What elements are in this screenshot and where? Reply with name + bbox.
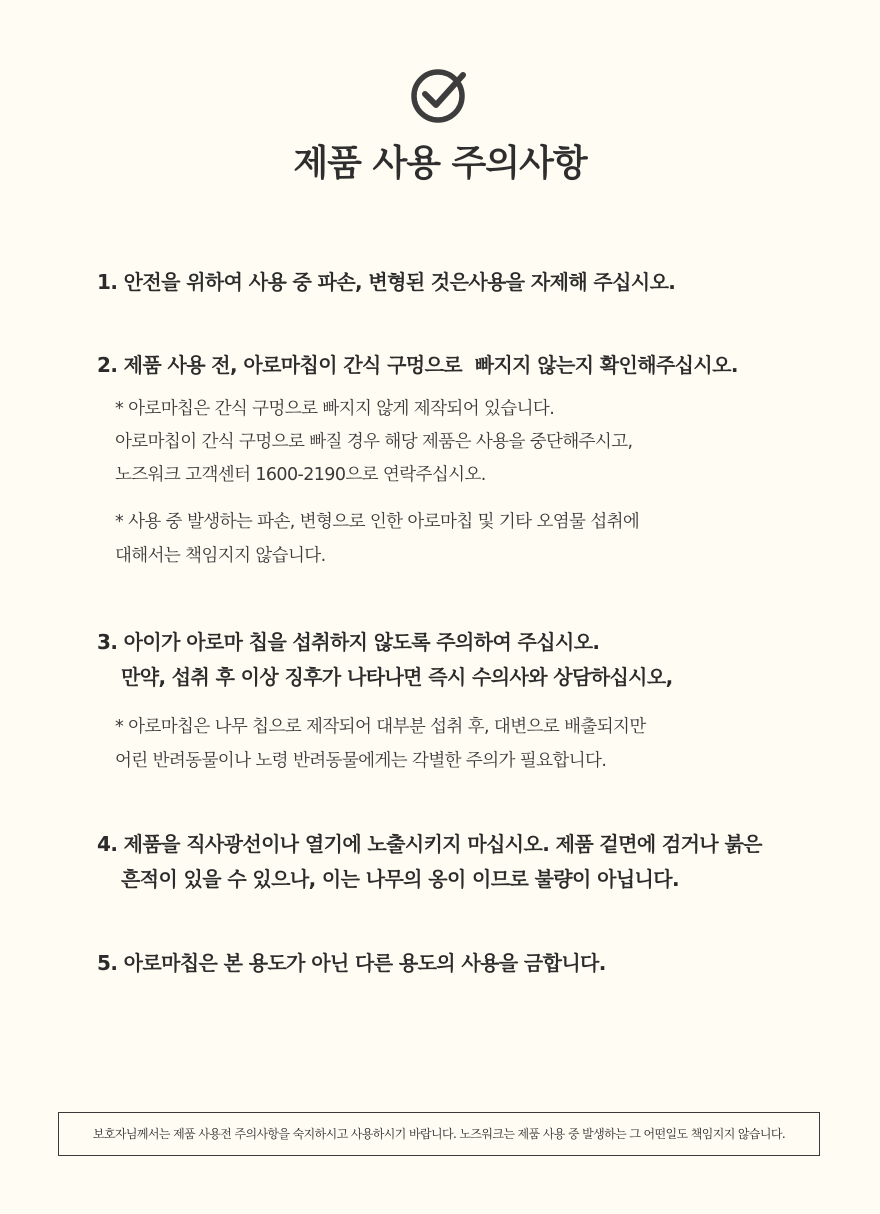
item-1-heading: 1. 안전을 위하여 사용 중 파손, 변형된 것은사용을 자제해 주십시오. — [97, 270, 676, 294]
page-title: 제품 사용 주의사항 — [293, 143, 587, 184]
item-2-note-1-line-1: * 아로마칩은 간식 구멍으로 빠지지 않게 제작되어 있습니다. — [115, 399, 555, 419]
footer-notice: 보호자님께서는 제품 사용전 주의사항을 숙지하시고 사용하시기 바랍니다. 노즈워크는 제품 사용 중 발생하는 그 어떤일도 책임지지 않습니다. — [58, 1112, 820, 1156]
item-3-note-line-2: 어린 반려동물이나 노령 반려동물에게는 각별한 주의가 필요합니다. — [115, 751, 607, 771]
item-4-heading-line-1: 4. 제품을 직사광선이나 열기에 노출시키지 마십시오. 제품 겉면에 검거나 붉은 — [97, 832, 762, 856]
item-3-heading-line-1: 3. 아이가 아로마 칩을 섭취하지 않도록 주의하여 주십시오. — [97, 630, 600, 654]
check-circle-icon — [410, 66, 470, 124]
item-2-note-1-line-3: 노즈워크 고객센터 1600-2190으로 연락주십시오. — [115, 465, 486, 485]
item-2-note-2-line-1: * 사용 중 발생하는 파손, 변형으로 인한 아로마칩 및 기타 오염물 섭취에 — [115, 512, 640, 532]
item-3-heading-line-2: 만약, 섭취 후 이상 징후가 나타나면 즉시 수의사와 상담하십시오, — [121, 665, 673, 689]
item-5-heading: 5. 아로마칩은 본 용도가 아닌 다른 용도의 사용을 금합니다. — [97, 951, 606, 975]
header — [0, 66, 880, 186]
item-2-note-2-line-2: 대해서는 책임지지 않습니다. — [115, 546, 326, 566]
item-2-note-1-line-2: 아로마칩이 간식 구멍으로 빠질 경우 해당 제품은 사용을 중단해주시고, — [115, 432, 633, 452]
item-4-heading-line-2: 흔적이 있을 수 있으나, 이는 나무의 옹이 이므로 불량이 아닙니다. — [121, 867, 679, 891]
item-3-note-line-1: * 아로마칩은 나무 칩으로 제작되어 대부분 섭취 후, 대변으로 배출되지만 — [115, 717, 646, 737]
item-2-heading: 2. 제품 사용 전, 아로마칩이 간식 구멍으로 빠지지 않는지 확인해주십시오. — [97, 353, 738, 377]
